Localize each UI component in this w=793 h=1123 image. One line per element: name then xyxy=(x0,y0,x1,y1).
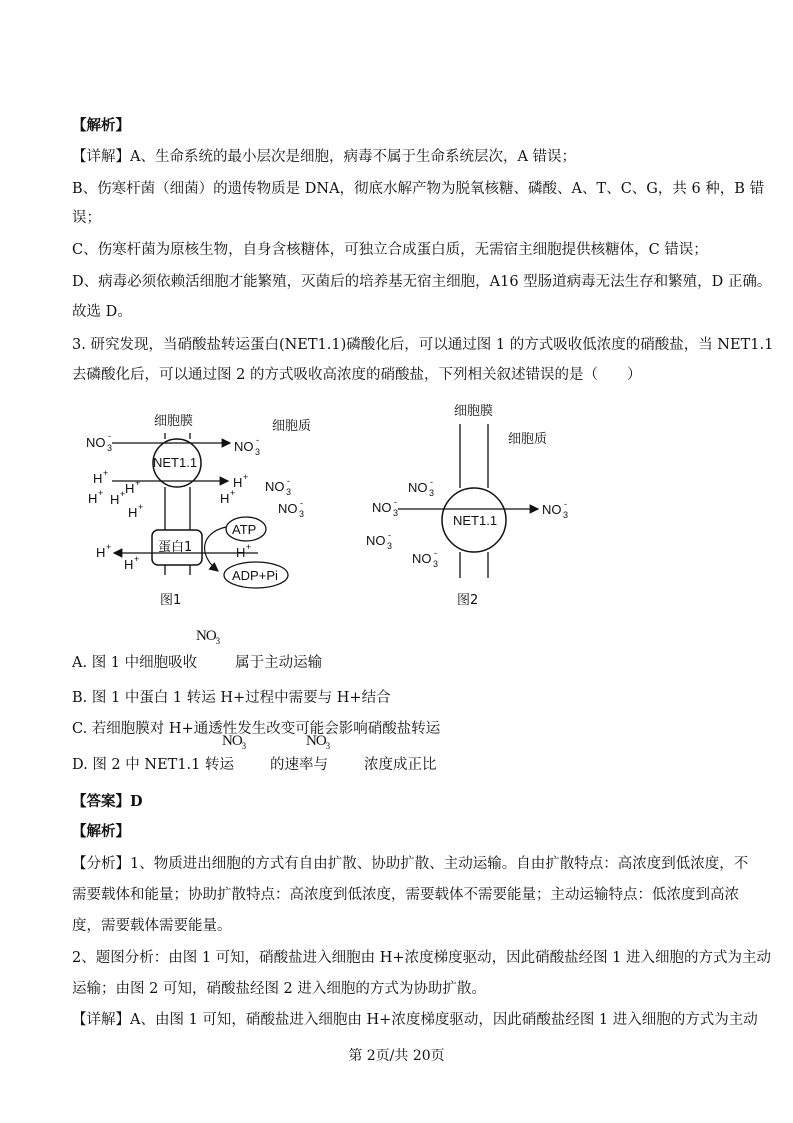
fig2-caption: 图2 xyxy=(457,593,479,608)
text-line: 需要载体和能量；协助扩散特点：高浓度到低浓度，需要载体不需要能量；主动运输特点：低浓度到高浓 xyxy=(72,887,739,903)
svg-text:NO: NO xyxy=(412,551,432,566)
svg-text:NO: NO xyxy=(234,439,254,454)
svg-text:-: - xyxy=(434,548,437,558)
svg-text:NO: NO xyxy=(408,480,428,495)
svg-text:H: H xyxy=(236,545,246,560)
svg-text:+: + xyxy=(138,502,144,512)
svg-text:-: - xyxy=(388,530,391,540)
svg-text:+: + xyxy=(120,489,126,499)
no3-formula: $NO_3$ xyxy=(196,628,220,646)
svg-text:+: + xyxy=(106,542,112,552)
svg-text:NO: NO xyxy=(265,479,285,494)
svg-text:3: 3 xyxy=(255,447,261,457)
svg-text:+: + xyxy=(134,554,140,564)
svg-text:+: + xyxy=(135,478,141,488)
svg-text:-: - xyxy=(300,498,303,508)
fig2-cytoplasm-label: 细胞质 xyxy=(508,432,548,447)
svg-text:H: H xyxy=(93,471,103,486)
svg-text:H: H xyxy=(128,505,138,520)
analysis-heading: 【解析】 xyxy=(72,823,130,840)
svg-text:3: 3 xyxy=(433,559,439,569)
svg-text:3: 3 xyxy=(563,510,569,520)
figure-1-diagram xyxy=(80,405,340,615)
fig2-membrane-label: 细胞膜 xyxy=(454,404,494,419)
analysis-heading: 【解析】 xyxy=(72,117,130,134)
svg-text:-: - xyxy=(256,435,259,445)
question-3-stem: 3. 研究发现，当硝酸盐转运蛋白(NET1.1)磷酸化后，可以通过图 1 的方式吸收低浓度的硝酸盐，当 NET1.1 xyxy=(72,337,774,353)
svg-text:3: 3 xyxy=(286,487,292,497)
svg-text:H: H xyxy=(110,492,120,507)
fig1-protein1-label: 蛋白1 xyxy=(158,540,193,555)
svg-text:H: H xyxy=(88,491,98,506)
svg-text:+: + xyxy=(98,488,104,498)
text-line: 运输；由图 2 可知，硝酸盐经图 2 进入细胞的方式为协助扩散。 xyxy=(72,981,486,997)
text-line: B、伤寒杆菌（细菌）的遗传物质是 DNA，彻底水解产物为脱氧核糖、磷酸、A、T、C、G，共 6 种，B 错 xyxy=(72,181,765,197)
svg-text:-: - xyxy=(287,476,290,486)
text-line: 误； xyxy=(72,210,101,226)
text-line: 2、题图分析：由图 1 可知，硝酸盐进入细胞由 H+浓度梯度驱动，因此硝酸盐经图 1 进入细胞的方式为主动 xyxy=(72,950,772,966)
text-line: C、伤寒杆菌为原核生物，自身含核糖体，可独立合成蛋白质，无需宿主细胞提供核糖体，C 错误； xyxy=(72,242,708,258)
svg-text:3: 3 xyxy=(107,443,113,453)
svg-text:H: H xyxy=(124,557,134,572)
text-line: 故选 D。 xyxy=(72,304,132,320)
svg-text:H: H xyxy=(125,481,135,496)
svg-text:H: H xyxy=(233,475,243,490)
svg-text:H: H xyxy=(96,545,106,560)
fig1-cytoplasm-label: 细胞质 xyxy=(272,419,312,434)
text-line: D、病毒必须依赖活细胞才能繁殖，灭菌后的培养基无宿主细胞，A16 型肠道病毒无法生存和繁殖，D 正确。 xyxy=(72,274,772,290)
svg-text:3: 3 xyxy=(393,508,399,518)
fig1-atp-label: ATP xyxy=(232,522,257,537)
fig1-net-label: NET1.1 xyxy=(153,455,198,470)
svg-text:NO: NO xyxy=(86,435,106,450)
svg-text:+: + xyxy=(243,472,249,482)
svg-text:+: + xyxy=(246,542,252,552)
option-d: D. 图 2 中 NET1.1 转运 的速率与 浓度成正比 xyxy=(72,757,437,773)
svg-text:+: + xyxy=(230,488,236,498)
page-footer: 第 2页/共 20页 xyxy=(348,1048,445,1064)
text-line: 【详解】A、生命系统的最小层次是细胞，病毒不属于生命系统层次，A 错误； xyxy=(72,149,577,165)
svg-text:NO: NO xyxy=(366,533,386,548)
svg-text:-: - xyxy=(564,499,567,509)
option-b: B. 图 1 中蛋白 1 转运 H+过程中需要与 H+结合 xyxy=(72,690,391,706)
no3-formula: $NO_3$ xyxy=(222,733,246,751)
svg-text:-: - xyxy=(430,477,433,487)
svg-text:-: - xyxy=(108,431,111,441)
text-line: 度，需要载体需要能量。 xyxy=(72,918,232,934)
fig1-adp-label: ADP+Pi xyxy=(232,568,278,583)
no3-formula: $NO_3$ xyxy=(306,733,330,751)
option-a: A. 图 1 中细胞吸收 属于主动运输 xyxy=(72,655,323,671)
svg-text:NO: NO xyxy=(372,500,392,515)
svg-text:3: 3 xyxy=(387,541,393,551)
text-line: 【分析】1、物质进出细胞的方式有自由扩散、协助扩散、主动运输。自由扩散特点：高浓度到低浓度，不 xyxy=(72,856,749,872)
fig1-membrane-label: 细胞膜 xyxy=(154,414,194,429)
question-3-stem: 去磷酸化后，可以通过图 2 的方式吸收高浓度的硝酸盐，下列相关叙述错误的是（ ） xyxy=(72,367,642,383)
svg-text:NO: NO xyxy=(278,501,298,516)
fig1-caption: 图1 xyxy=(160,593,182,608)
fig2-net-label: NET1.1 xyxy=(453,513,498,528)
answer-line: 【答案】D xyxy=(72,793,143,810)
svg-text:3: 3 xyxy=(429,488,435,498)
svg-text:-: - xyxy=(394,497,397,507)
svg-text:NO: NO xyxy=(542,502,562,517)
option-c: C. 若细胞膜对 H+通透性发生改变可能会影响硝酸盐转运 xyxy=(72,721,441,737)
figure-2-diagram xyxy=(360,400,600,615)
text-line: 【详解】A、由图 1 可知，硝酸盐进入细胞由 H+浓度梯度驱动，因此硝酸盐经图 1 进入细胞的方式为主动 xyxy=(72,1012,758,1028)
svg-text:+: + xyxy=(103,468,109,478)
svg-text:H: H xyxy=(220,491,230,506)
svg-text:3: 3 xyxy=(299,509,305,519)
